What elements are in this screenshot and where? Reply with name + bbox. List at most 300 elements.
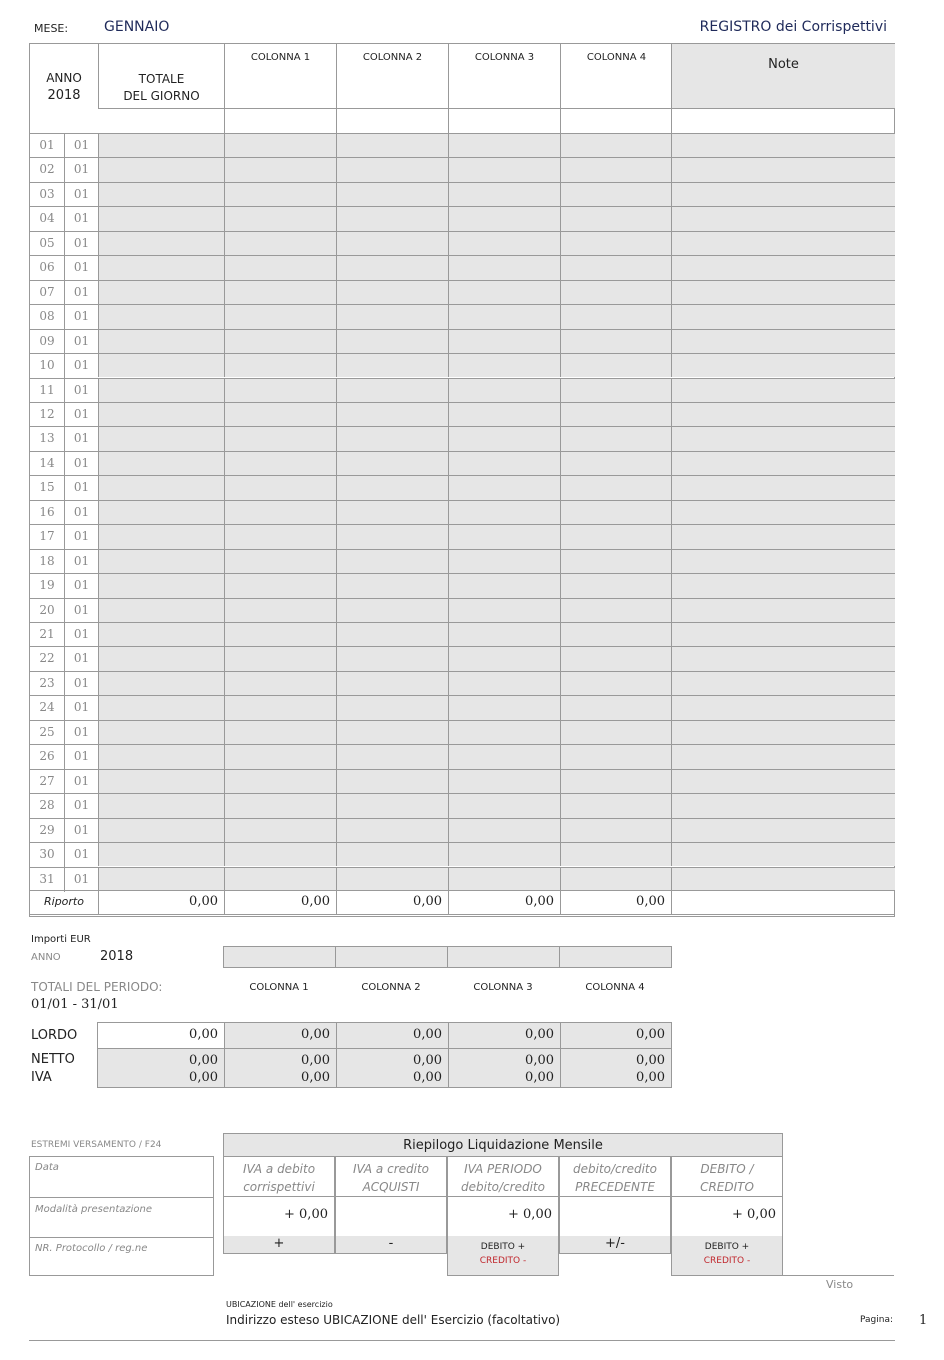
- table-bottom-rule: [30, 914, 895, 918]
- day-number: 11: [39, 382, 55, 397]
- totale-cell[interactable]: [98, 232, 224, 255]
- day-number: 14: [39, 455, 55, 470]
- colonna-cell[interactable]: [224, 647, 336, 670]
- colonna-cell[interactable]: [224, 623, 336, 646]
- versamento-divider: [30, 1237, 213, 1238]
- totals-column-header-1: COLONNA 1: [249, 982, 309, 993]
- totale-label: TOTALE: [138, 72, 185, 86]
- day-row: [30, 867, 895, 891]
- note-cell[interactable]: [671, 525, 895, 548]
- day-row: [30, 598, 895, 622]
- colonna-cell[interactable]: [336, 868, 448, 891]
- colonna-cell[interactable]: [448, 623, 560, 646]
- note-cell[interactable]: [671, 452, 895, 475]
- colonna-cell[interactable]: [224, 794, 336, 817]
- iva-value: 0,00: [301, 1070, 330, 1085]
- colonna-cell[interactable]: [336, 599, 448, 622]
- totale-cell[interactable]: [98, 305, 224, 328]
- colonna-cell[interactable]: [448, 452, 560, 475]
- colonna-cell[interactable]: [560, 550, 671, 573]
- colonna-cell[interactable]: [224, 305, 336, 328]
- colonna-cell[interactable]: [336, 525, 448, 548]
- riepilogo-header-line1: IVA PERIODO: [464, 1162, 542, 1176]
- day-number: 21: [39, 627, 55, 641]
- totale-cell[interactable]: [98, 403, 224, 426]
- note-cell[interactable]: [671, 403, 895, 426]
- colonna-cell[interactable]: [560, 256, 671, 279]
- note-cell[interactable]: [671, 134, 895, 157]
- colonna-cell[interactable]: [448, 281, 560, 304]
- totale-cell[interactable]: [98, 599, 224, 622]
- colonna-cell[interactable]: [560, 770, 671, 793]
- totale-cell[interactable]: [98, 794, 224, 817]
- note-cell[interactable]: [671, 770, 895, 793]
- totale-cell[interactable]: [98, 721, 224, 744]
- register-title: REGISTRO dei Corrispettivi: [699, 19, 887, 35]
- totale-cell[interactable]: [98, 574, 224, 597]
- colonna-cell[interactable]: [224, 427, 336, 450]
- colonna-cell[interactable]: [336, 819, 448, 842]
- totale-cell[interactable]: [98, 354, 224, 377]
- colonna-cell[interactable]: [336, 207, 448, 230]
- day-row: [30, 671, 895, 695]
- day-row: [30, 842, 895, 866]
- colonna-cell[interactable]: [336, 354, 448, 377]
- day-row: [30, 500, 895, 524]
- note-cell[interactable]: [671, 305, 895, 328]
- colonna-cell[interactable]: [336, 647, 448, 670]
- colonna-cell[interactable]: [560, 745, 671, 768]
- colonna-cell[interactable]: [448, 745, 560, 768]
- riporto-value: 0,00: [560, 891, 671, 915]
- visto-label: Visto: [826, 1278, 854, 1291]
- month-number: 01: [64, 452, 98, 476]
- colonna-cell[interactable]: [224, 403, 336, 426]
- day-row: [30, 475, 895, 499]
- totale-cell[interactable]: [98, 868, 224, 891]
- colonna-cell[interactable]: [560, 501, 671, 524]
- colonna-cell[interactable]: [448, 403, 560, 426]
- totals-blank-strip: [223, 946, 672, 968]
- note-cell[interactable]: [671, 843, 895, 866]
- day-row: [30, 818, 895, 842]
- colonna-cell[interactable]: [560, 207, 671, 230]
- note-cell[interactable]: [671, 183, 895, 206]
- colonna-cell[interactable]: [224, 868, 336, 891]
- totale-cell[interactable]: [98, 476, 224, 499]
- colonna-cell[interactable]: [336, 476, 448, 499]
- colonna-cell[interactable]: [448, 256, 560, 279]
- colonna-cell[interactable]: [560, 696, 671, 719]
- riepilogo-header-4: [559, 1156, 671, 1197]
- totale-cell[interactable]: [98, 207, 224, 230]
- month-number: 01: [64, 525, 98, 549]
- note-cell[interactable]: [671, 207, 895, 230]
- colonna-cell[interactable]: [448, 207, 560, 230]
- colonna-cell[interactable]: [560, 647, 671, 670]
- totale-cell[interactable]: [98, 819, 224, 842]
- colonna-cell[interactable]: [224, 696, 336, 719]
- mese-value: GENNAIO: [104, 19, 170, 35]
- note-cell[interactable]: [671, 672, 895, 695]
- versamento-title: ESTREMI VERSAMENTO / F24: [31, 1140, 162, 1150]
- day-number: 03: [39, 186, 55, 201]
- note-cell[interactable]: [671, 794, 895, 817]
- note-cell[interactable]: [671, 232, 895, 255]
- colonna-cell[interactable]: [448, 501, 560, 524]
- ubicazione-value: Indirizzo esteso UBICAZIONE dell' Esercizio (facoltativo): [226, 1313, 561, 1327]
- colonna-cell[interactable]: [336, 256, 448, 279]
- colonna-cell[interactable]: [336, 330, 448, 353]
- colonna-cell[interactable]: [448, 525, 560, 548]
- colonna-cell[interactable]: [560, 183, 671, 206]
- day-row: [30, 329, 895, 353]
- periodo-value: 01/01 - 31/01: [31, 997, 119, 1012]
- colonna-cell[interactable]: [560, 158, 671, 181]
- colonna-cell[interactable]: [448, 232, 560, 255]
- colonna-cell[interactable]: [448, 476, 560, 499]
- note-cell[interactable]: [671, 550, 895, 573]
- day-number: 29: [39, 822, 55, 837]
- note-cell[interactable]: [671, 281, 895, 304]
- totale-cell[interactable]: [98, 134, 224, 157]
- colonna-cell[interactable]: [448, 550, 560, 573]
- totals-column-header-4: COLONNA 4: [585, 982, 645, 993]
- colonna-cell[interactable]: [224, 476, 336, 499]
- colonna-cell[interactable]: [336, 696, 448, 719]
- month-number: 01: [64, 696, 98, 720]
- colonna-cell[interactable]: [224, 158, 336, 181]
- riepilogo-header-5: [671, 1156, 783, 1197]
- colonna-cell[interactable]: [224, 256, 336, 279]
- month-number: 01: [64, 672, 98, 696]
- riepilogo-value-5: + 0,00: [671, 1196, 783, 1237]
- colonna-cell[interactable]: [448, 843, 560, 866]
- colonna-cell[interactable]: [336, 550, 448, 573]
- riepilogo-header-line1: debito/credito: [573, 1162, 657, 1176]
- colonna-cell[interactable]: [224, 452, 336, 475]
- iva-value: 0,00: [525, 1070, 554, 1085]
- sign-cell: -: [335, 1236, 447, 1254]
- colonna-cell[interactable]: [224, 379, 336, 402]
- colonna-cell[interactable]: [224, 330, 336, 353]
- month-number: 01: [64, 868, 98, 892]
- colonna-cell[interactable]: [560, 379, 671, 402]
- note-cell[interactable]: [671, 696, 895, 719]
- colonna-cell[interactable]: [560, 403, 671, 426]
- debito-label: DEBITO +: [480, 1242, 526, 1252]
- totale-cell[interactable]: [98, 696, 224, 719]
- colonna-cell[interactable]: [560, 134, 671, 157]
- month-number: 01: [64, 232, 98, 256]
- day-number: 31: [39, 871, 55, 886]
- note-cell[interactable]: [671, 574, 895, 597]
- colonna-cell[interactable]: [224, 134, 336, 157]
- totale-cell[interactable]: [98, 281, 224, 304]
- colonna-cell[interactable]: [224, 672, 336, 695]
- colonna-cell[interactable]: [448, 427, 560, 450]
- data-label: Data: [35, 1162, 59, 1173]
- day-row: [30, 353, 895, 377]
- colonna-cell[interactable]: [336, 452, 448, 475]
- colonna-cell[interactable]: [336, 623, 448, 646]
- day-row: [30, 378, 895, 402]
- month-number: 01: [64, 354, 98, 378]
- note-cell[interactable]: [671, 354, 895, 377]
- note-cell[interactable]: [671, 330, 895, 353]
- colonna-cell[interactable]: [560, 427, 671, 450]
- colonna-cell[interactable]: [224, 721, 336, 744]
- colonna-cell[interactable]: [224, 501, 336, 524]
- day-number: 23: [39, 675, 55, 690]
- totale-cell[interactable]: [98, 183, 224, 206]
- day-row: [30, 206, 895, 230]
- colonna-cell[interactable]: [336, 794, 448, 817]
- totale-cell[interactable]: [98, 330, 224, 353]
- note-cell[interactable]: [671, 379, 895, 402]
- debito-label: DEBITO +: [704, 1242, 750, 1252]
- anno-value: 2018: [47, 88, 81, 103]
- colonna-cell[interactable]: [336, 403, 448, 426]
- iva-value: 0,00: [413, 1070, 442, 1085]
- month-number: 01: [64, 574, 98, 598]
- colonna-cell[interactable]: [560, 232, 671, 255]
- note-cell[interactable]: [671, 745, 895, 768]
- colonna-cell[interactable]: [448, 354, 560, 377]
- colonna-cell[interactable]: [448, 158, 560, 181]
- day-row: [30, 280, 895, 304]
- periodo-label: TOTALI DEL PERIODO:: [31, 980, 163, 994]
- colonna-cell[interactable]: [336, 158, 448, 181]
- colonna-cell[interactable]: [224, 745, 336, 768]
- colonna-cell[interactable]: [560, 305, 671, 328]
- colonna-cell[interactable]: [336, 232, 448, 255]
- colonna-cell[interactable]: [336, 427, 448, 450]
- note-cell[interactable]: [671, 501, 895, 524]
- note-cell[interactable]: [671, 819, 895, 842]
- note-cell[interactable]: [671, 868, 895, 891]
- note-cell[interactable]: [671, 599, 895, 622]
- note-cell[interactable]: [671, 256, 895, 279]
- debito-credito-cell: [671, 1236, 783, 1276]
- sign-cell: +/-: [559, 1236, 671, 1254]
- credito-label: CREDITO -: [479, 1256, 527, 1266]
- lordo-value: 0,00: [224, 1023, 336, 1048]
- totale-cell[interactable]: [98, 745, 224, 768]
- sign-cell: +: [223, 1236, 335, 1254]
- debito-credito-cell: [447, 1236, 559, 1276]
- day-number: 19: [39, 578, 55, 593]
- colonna-cell[interactable]: [560, 868, 671, 891]
- day-number: 17: [39, 529, 55, 544]
- totale-cell[interactable]: [98, 452, 224, 475]
- riepilogo-value-2: [335, 1196, 447, 1237]
- colonna-cell[interactable]: [448, 379, 560, 402]
- colonna-cell[interactable]: [224, 599, 336, 622]
- colonna-cell[interactable]: [448, 574, 560, 597]
- riepilogo-value-4: [559, 1196, 671, 1237]
- colonna-cell[interactable]: [336, 745, 448, 768]
- colonna-cell[interactable]: [336, 574, 448, 597]
- totals-anno-value: 2018: [100, 949, 134, 964]
- netto-label: NETTO: [31, 1052, 75, 1067]
- colonna-cell[interactable]: [224, 354, 336, 377]
- colonna-cell[interactable]: [560, 525, 671, 548]
- note-cell[interactable]: [671, 158, 895, 181]
- colonna-cell[interactable]: [224, 525, 336, 548]
- colonna-cell[interactable]: [448, 647, 560, 670]
- colonna-cell[interactable]: [224, 819, 336, 842]
- colonna-cell[interactable]: [336, 501, 448, 524]
- day-row: [30, 524, 895, 548]
- blank-row-divider: [336, 108, 337, 133]
- month-number: 01: [64, 623, 98, 647]
- blank-row-divider: [560, 108, 561, 133]
- riepilogo-header-line1: IVA a credito: [352, 1162, 430, 1176]
- colonna-cell[interactable]: [560, 819, 671, 842]
- totale-cell[interactable]: [98, 647, 224, 670]
- colonna-cell[interactable]: [224, 183, 336, 206]
- note-cell[interactable]: [671, 721, 895, 744]
- colonna-cell[interactable]: [336, 672, 448, 695]
- colonna-cell[interactable]: [560, 354, 671, 377]
- totale-cell[interactable]: [98, 158, 224, 181]
- totale-cell[interactable]: [98, 770, 224, 793]
- totale-cell[interactable]: [98, 501, 224, 524]
- totale-cell[interactable]: [98, 427, 224, 450]
- colonna-cell[interactable]: [560, 794, 671, 817]
- colonna-cell[interactable]: [448, 330, 560, 353]
- month-number: 01: [64, 476, 98, 500]
- month-number: 01: [64, 403, 98, 427]
- colonna-cell[interactable]: [448, 696, 560, 719]
- totale-cell[interactable]: [98, 525, 224, 548]
- colonna-cell[interactable]: [560, 574, 671, 597]
- colonna-cell[interactable]: [224, 574, 336, 597]
- totale-cell[interactable]: [98, 843, 224, 866]
- visto-rule: [672, 1275, 894, 1276]
- day-number: 05: [39, 235, 55, 250]
- colonna-cell[interactable]: [224, 843, 336, 866]
- strip-divider: [559, 947, 560, 967]
- netto-value: 0,00: [413, 1053, 442, 1068]
- colonna-cell[interactable]: [448, 819, 560, 842]
- day-number: 01: [39, 138, 55, 152]
- month-number: 01: [64, 745, 98, 769]
- day-row: [30, 157, 895, 181]
- note-header: Note: [671, 44, 895, 108]
- totale-cell[interactable]: [98, 550, 224, 573]
- day-number: 22: [39, 651, 55, 666]
- corrispettivi-table: [29, 43, 895, 917]
- riepilogo-header-line2: debito/credito: [461, 1180, 545, 1194]
- day-row: [30, 402, 895, 426]
- day-row: [30, 451, 895, 475]
- colonna-cell[interactable]: [224, 281, 336, 304]
- credito-label: CREDITO -: [703, 1256, 751, 1266]
- day-row: [30, 426, 895, 450]
- riepilogo-header-line2: PRECEDENTE: [575, 1180, 655, 1194]
- totale-cell[interactable]: [98, 672, 224, 695]
- day-number: 28: [39, 798, 55, 813]
- colonna-cell[interactable]: [560, 843, 671, 866]
- colonna-cell[interactable]: [560, 623, 671, 646]
- colonna-cell[interactable]: [560, 452, 671, 475]
- month-number: 01: [64, 305, 98, 329]
- colonna-cell[interactable]: [448, 183, 560, 206]
- day-number: 10: [39, 358, 55, 373]
- month-number: 01: [64, 721, 98, 745]
- note-cell[interactable]: [671, 623, 895, 646]
- colonna-cell[interactable]: [448, 599, 560, 622]
- colonna-cell[interactable]: [336, 379, 448, 402]
- day-row: [30, 573, 895, 597]
- colonna-cell[interactable]: [224, 550, 336, 573]
- versamento-divider: [30, 1197, 213, 1198]
- colonna-cell[interactable]: [336, 134, 448, 157]
- colonna-cell[interactable]: [560, 599, 671, 622]
- colonna-cell[interactable]: [336, 183, 448, 206]
- day-row: [30, 769, 895, 793]
- column-header-1: COLONNA 1: [224, 44, 336, 108]
- colonna-cell[interactable]: [448, 794, 560, 817]
- totale-cell[interactable]: [98, 379, 224, 402]
- colonna-cell[interactable]: [448, 672, 560, 695]
- colonna-cell[interactable]: [336, 721, 448, 744]
- colonna-cell[interactable]: [224, 232, 336, 255]
- colonna-cell[interactable]: [224, 207, 336, 230]
- iva-value: 0,00: [189, 1070, 218, 1085]
- colonna-cell[interactable]: [336, 843, 448, 866]
- day-row: [30, 549, 895, 573]
- day-row: [30, 744, 895, 768]
- colonna-cell[interactable]: [336, 305, 448, 328]
- colonna-cell[interactable]: [560, 281, 671, 304]
- iva-label: IVA: [31, 1070, 52, 1085]
- colonna-cell[interactable]: [560, 330, 671, 353]
- colonna-cell[interactable]: [224, 770, 336, 793]
- colonna-cell[interactable]: [448, 305, 560, 328]
- totale-cell[interactable]: [98, 256, 224, 279]
- day-number: 25: [39, 724, 55, 739]
- colonna-cell[interactable]: [336, 770, 448, 793]
- blank-row-divider: [448, 108, 449, 133]
- versamento-box: [29, 1156, 214, 1276]
- colonna-cell[interactable]: [448, 134, 560, 157]
- totale-cell[interactable]: [98, 623, 224, 646]
- riporto-value: 0,00: [448, 891, 560, 915]
- month-number: 01: [64, 599, 98, 623]
- colonna-cell[interactable]: [336, 281, 448, 304]
- colonna-cell[interactable]: [560, 476, 671, 499]
- colonna-cell[interactable]: [560, 672, 671, 695]
- colonna-cell[interactable]: [448, 868, 560, 891]
- note-cell[interactable]: [671, 427, 895, 450]
- importi-label: Importi EUR: [31, 934, 91, 945]
- day-number: 15: [39, 480, 55, 495]
- netto-iva-cell: [448, 1049, 560, 1087]
- colonna-cell[interactable]: [448, 770, 560, 793]
- day-row: [30, 182, 895, 206]
- day-row: [30, 231, 895, 255]
- colonna-cell[interactable]: [448, 721, 560, 744]
- riepilogo-header-2: [335, 1156, 447, 1197]
- riporto-value: 0,00: [98, 891, 224, 915]
- note-cell[interactable]: [671, 476, 895, 499]
- note-cell[interactable]: [671, 647, 895, 670]
- riepilogo-value-1: + 0,00: [223, 1196, 335, 1237]
- colonna-cell[interactable]: [560, 721, 671, 744]
